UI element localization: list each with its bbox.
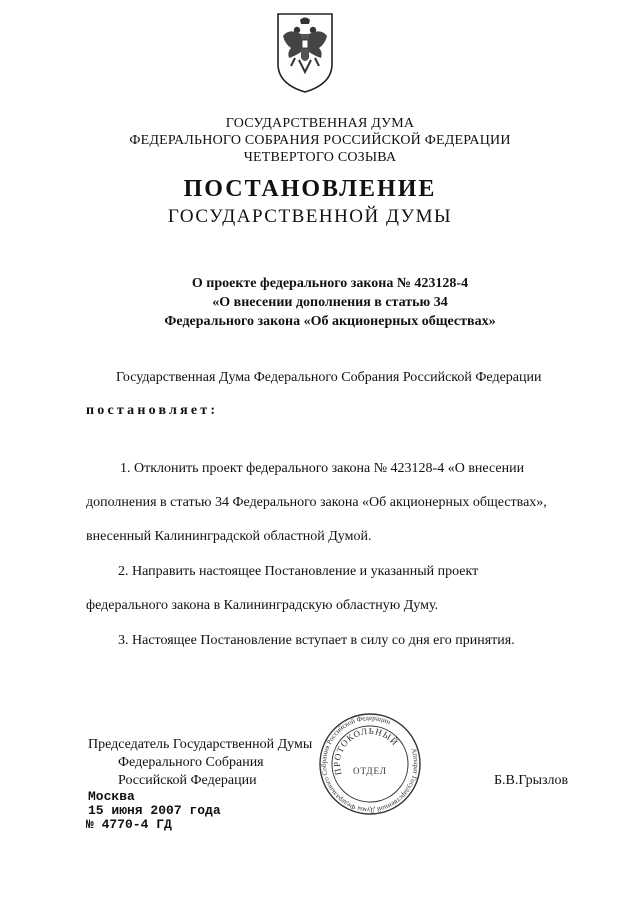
round-stamp-seal [318, 712, 422, 816]
document-title: ПОСТАНОВЛЕНИЕ [183, 176, 437, 202]
city-label: Москва [88, 789, 135, 804]
document-subtitle: ГОСУДАРСТВЕННОЙ ДУМЫ [167, 206, 453, 227]
signatory-position-1: Председатель Государственной Думы [88, 737, 313, 752]
subject-line-2: «О внесении дополнения в статью 34 [212, 295, 448, 310]
resolves-label: постановляет: [86, 403, 219, 418]
item2-line-1: 2. Направить настоящее Постановление и указанный проект [118, 564, 479, 579]
svg-text:Аппарат Государственной Думы Ф: Аппарат Государственной Думы Федерального Собрания Российской Федерации [319, 713, 421, 815]
coat-of-arms-emblem [275, 12, 335, 94]
date-label: 15 июня 2007 года [88, 803, 221, 818]
intro-paragraph: Государственная Дума Федерального Собрания Российской Федерации [116, 370, 542, 385]
item3-paragraph: 3. Настоящее Постановление вступает в силу со дня его принятия. [118, 633, 515, 648]
subject-line-3: Федерального закона «Об акционерных обществах» [164, 314, 496, 329]
item2-line-2: федерального закона в Калининградскую областную Думу. [86, 598, 439, 613]
subject-line-1: О проекте федерального закона № 423128-4 [191, 276, 469, 291]
header-line-3: ЧЕТВЕРТОГО СОЗЫВА [243, 150, 397, 165]
signatory-name: Б.В.Грызлов [494, 773, 569, 788]
item1-line-2: дополнения в статью 34 Федерального закона «Об акционерных обществах», [86, 495, 547, 510]
header-line-1: ГОСУДАРСТВЕННАЯ ДУМА [225, 116, 415, 131]
signatory-position-3: Российской Федерации [118, 773, 257, 788]
item1-line-1: 1. Отклонить проект федерального закона № 423128-4 «О внесении [120, 461, 525, 476]
item1-line-3: внесенный Калининградской областной Думой. [86, 529, 372, 544]
document-number: № 4770-4 ГД [86, 817, 172, 832]
svg-text:ПРОТОКОЛЬНЫЙ: ПРОТОКОЛЬНЫЙ [331, 725, 401, 777]
signatory-position-2: Федерального Собрания [118, 755, 264, 770]
header-line-2: ФЕДЕРАЛЬНОГО СОБРАНИЯ РОССИЙСКОЙ ФЕДЕРАЦИИ [129, 133, 511, 148]
svg-text:ОТДЕЛ: ОТДЕЛ [352, 766, 388, 776]
